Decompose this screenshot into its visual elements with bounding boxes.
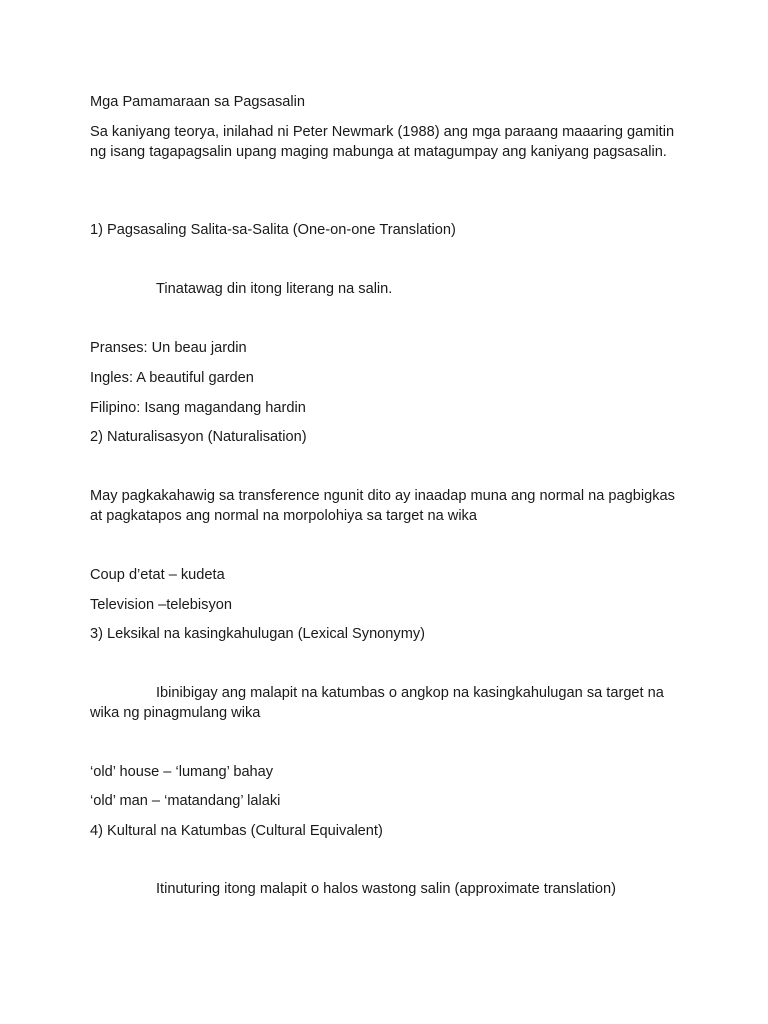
section-1-example-2: Ingles: A beautiful garden — [90, 370, 254, 386]
section-1-heading: 1) Pagsasaling Salita-sa-Salita (One-on-one Translation) — [90, 222, 456, 238]
section-1-example-3: Filipino: Isang magandang hardin — [90, 400, 306, 416]
section-1-description: Tinatawag din itong literang na salin. — [156, 281, 393, 297]
section-1-example-1: Pranses: Un beau jardin — [90, 340, 247, 356]
section-3-example-2: ‘old’ man – ‘matandang’ lalaki — [90, 793, 281, 809]
section-3-example-1: ‘old’ house – ‘lumang’ bahay — [90, 764, 274, 780]
section-3-heading: 3) Leksikal na kasingkahulugan (Lexical Synonymy) — [90, 626, 426, 642]
section-2-heading: 2) Naturalisasyon (Naturalisation) — [90, 429, 307, 445]
section-2-example-2: Television –telebisyon — [90, 597, 232, 613]
section-3-description: Ibinibigay ang malapit na katumbas o angkop na kasingkahulugan sa target na wika ng pinagmulang wika — [90, 685, 664, 721]
section-2-example-1: Coup d’etat – kudeta — [90, 567, 225, 583]
document-title: Mga Pamamaraan sa Pagsasalin — [90, 94, 305, 110]
section-2-description: May pagkakahawig sa transference ngunit dito ay inaadap muna ang normal na pagbigkas at pagkatapos ang normal na morpolohiya sa target na wika — [90, 488, 675, 524]
section-4-heading: 4) Kultural na Katumbas (Cultural Equivalent) — [90, 823, 383, 839]
section-4-description: Itinuturing itong malapit o halos wastong salin (approximate translation) — [156, 881, 616, 897]
intro-paragraph: Sa kaniyang teorya, inilahad ni Peter Newmark (1988) ang mga paraang maaaring gamitin ng isang tagapagsalin upang maging mabunga at matagumpay ang kaniyang pagsasalin. — [90, 124, 675, 160]
